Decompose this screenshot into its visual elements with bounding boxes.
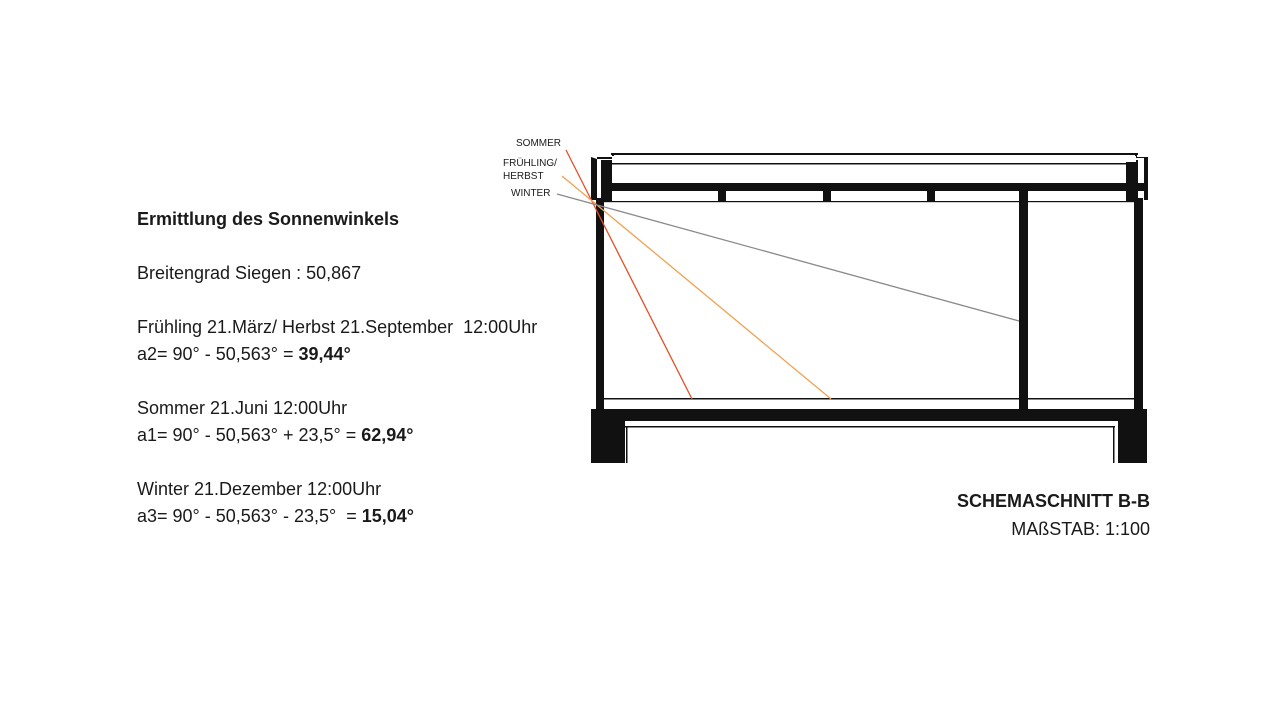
section-caption [957,487,1150,543]
summer-ray-label: SOMMER [516,138,561,149]
roof-slab [601,183,1146,191]
roof-inner-line-2 [611,163,1127,165]
basement-ceiling-line [625,426,1115,428]
roof-beam-3 [927,191,935,202]
roof-end-right [1126,160,1138,202]
floor-slab [591,409,1147,421]
building-structure [591,153,1148,463]
winter-ray [557,194,1019,321]
wall-right [1134,198,1143,414]
section-scale: MAßSTAB: 1:100 [1011,519,1150,539]
parapet-gap [612,156,1136,162]
summer-date-line: Sommer 21.Juni 12:00Uhr [137,398,348,418]
spring-ray-label-line2: HERBST [503,171,544,182]
winter-result: 15,04° [361,506,414,526]
winter-ray-label: WINTER [511,188,551,199]
roof-beam-1 [718,191,726,202]
spring-formula: a2= 90° - 50,563° = [137,344,299,364]
wall-middle [1019,191,1028,412]
winter-formula: a3= 90° - 50,563° - 23,5° = [137,506,362,526]
roof-top-line [611,153,1138,155]
ceiling-line [601,201,1138,202]
basement-right-line [1113,426,1115,463]
roof-beam-2 [823,191,831,202]
spring-date-line: Frühling 21.März/ Herbst 21.September 12:00Uhr [137,317,538,337]
roof-end-left [601,160,612,202]
latitude-line: Breitengrad Siegen : 50,867 [137,263,362,283]
floor-top-line [604,398,1134,400]
section-title: SCHEMASCHNITT B-B [957,491,1150,511]
foundation-left [591,409,625,463]
wall-left [596,198,604,414]
spring-ray-label-line1: FRÜHLING/ [503,158,557,169]
foundation-right [1118,409,1147,463]
spring-result: 39,44° [298,344,351,364]
basement-left-line [626,426,628,463]
summer-result: 62,94° [361,425,414,445]
sun-angle-heading: Ermittlung des Sonnenwinkels [137,209,400,229]
winter-date-line: Winter 21.Dezember 12:00Uhr [137,479,382,499]
summer-formula: a1= 90° - 50,563° + 23,5° = [137,425,362,445]
